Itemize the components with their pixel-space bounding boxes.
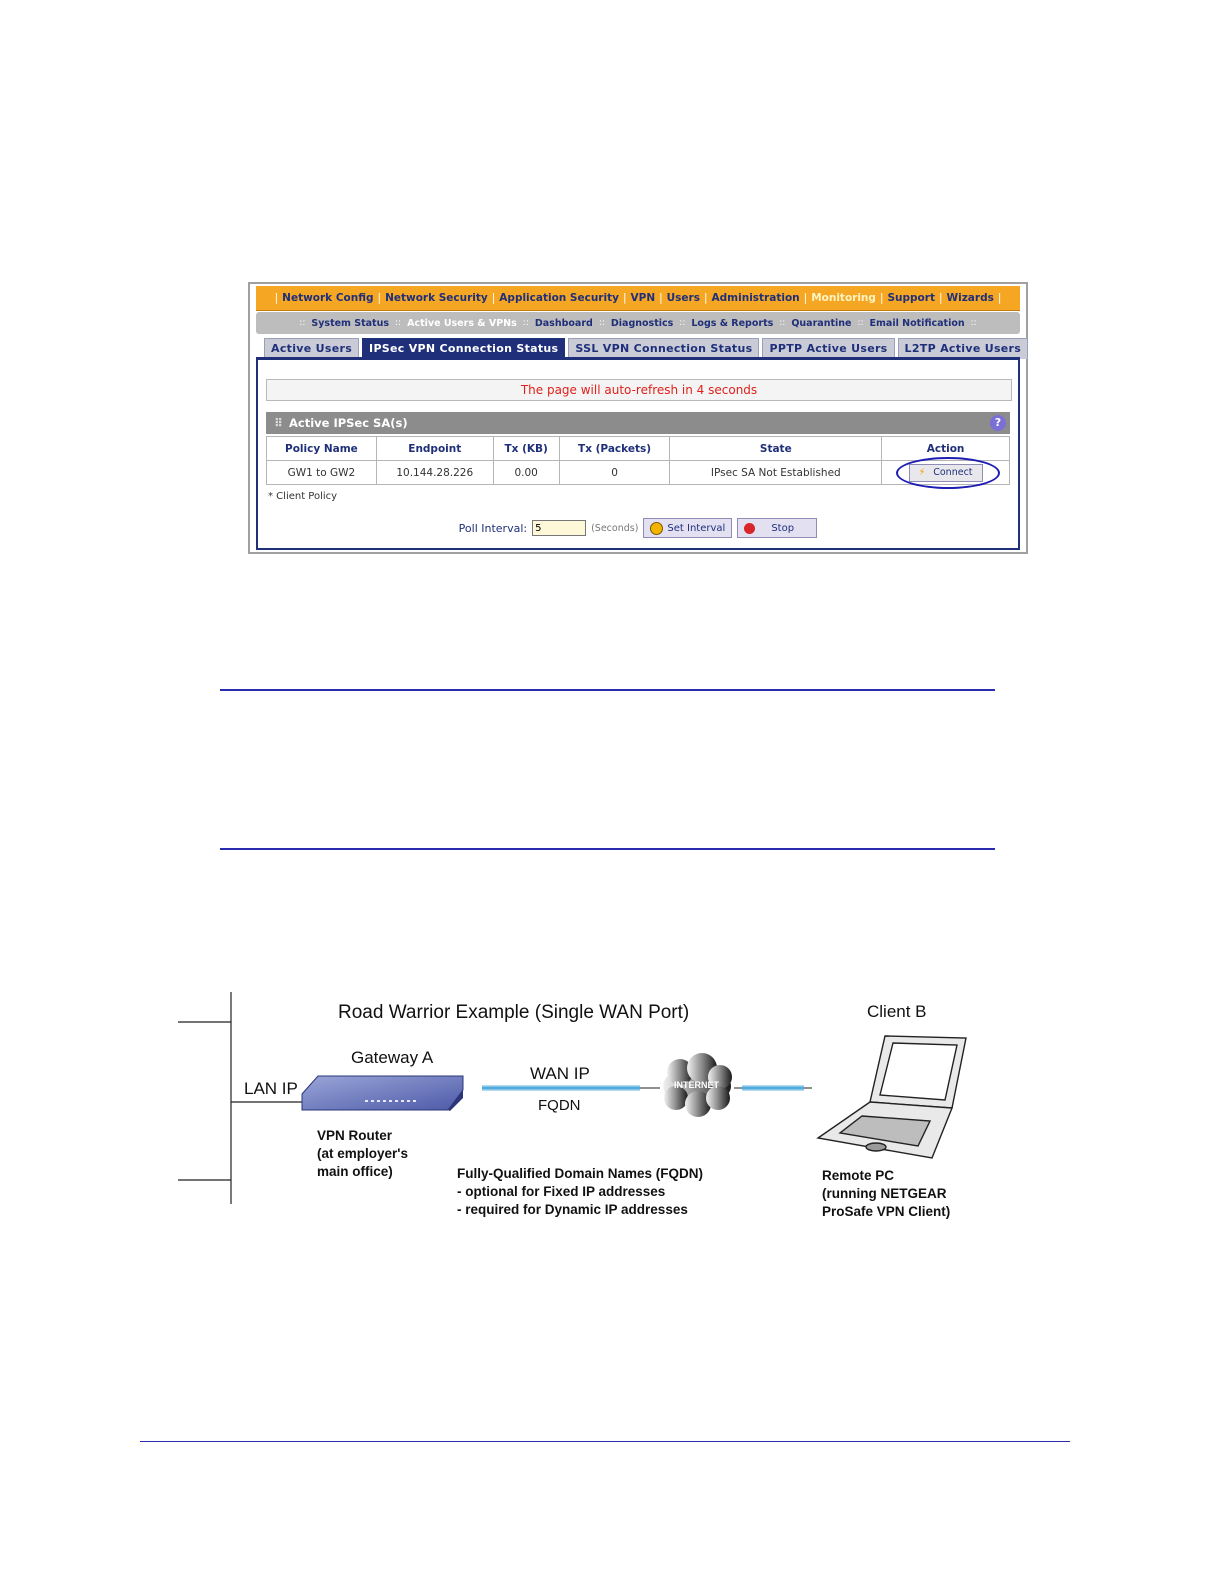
clock-icon bbox=[650, 522, 663, 535]
cell-tx-packets: 0 bbox=[559, 461, 670, 485]
col-state: State bbox=[670, 437, 882, 461]
nav-wizards[interactable]: Wizards bbox=[946, 292, 994, 304]
client-label: Client B bbox=[867, 1002, 927, 1021]
router-description bbox=[317, 1127, 408, 1181]
client-policy-note: * Client Policy bbox=[268, 491, 338, 502]
router-desc-line: main office) bbox=[317, 1164, 393, 1179]
cell-policy-name: GW1 to GW2 bbox=[267, 461, 377, 485]
wan-link bbox=[482, 1085, 660, 1091]
fqdn-label: FQDN bbox=[538, 1097, 581, 1114]
table-header-row bbox=[267, 437, 1010, 461]
footer-rule bbox=[140, 1441, 1070, 1442]
pc-desc-line: Remote PC bbox=[822, 1168, 895, 1183]
nav-monitoring[interactable]: Monitoring bbox=[811, 292, 876, 304]
tab-row bbox=[264, 338, 1020, 358]
sub-nav: :: System Status :: Active Users & VPNs :: Dashboard :: Diagnostics :: Logs & Reports :: Quarantine :: Email Notification :: bbox=[256, 312, 1020, 334]
col-policy-name: Policy Name bbox=[267, 437, 377, 461]
set-interval-label: Set Interval bbox=[667, 522, 726, 534]
cell-tx-kb: 0.00 bbox=[493, 461, 559, 485]
cell-state: IPsec SA Not Established bbox=[670, 461, 882, 485]
main-nav: | Network Config | Network Security | Application Security | VPN | Users | Administration | Monitoring | Support | Wizards | bbox=[256, 286, 1020, 311]
pc-desc-line: (running NETGEAR bbox=[822, 1186, 947, 1201]
subnav-logs-reports[interactable]: Logs & Reports bbox=[691, 317, 774, 329]
col-action: Action bbox=[882, 437, 1010, 461]
cell-endpoint: 10.144.28.226 bbox=[376, 461, 493, 485]
subnav-quarantine[interactable]: Quarantine bbox=[791, 317, 852, 329]
nav-network-config[interactable]: Network Config bbox=[282, 292, 374, 304]
pc-description bbox=[822, 1167, 950, 1221]
stop-label: Stop bbox=[771, 522, 795, 534]
internet-label: INTERNET bbox=[674, 1080, 719, 1090]
highlight-ellipse bbox=[896, 457, 1000, 489]
set-interval-button[interactable] bbox=[643, 518, 732, 538]
vpn-router-icon bbox=[302, 1076, 463, 1111]
nav-application-security[interactable]: Application Security bbox=[499, 292, 619, 304]
lan-ip-label: LAN IP bbox=[244, 1079, 298, 1098]
col-tx-kb: Tx (KB) bbox=[493, 437, 559, 461]
router-desc-line: VPN Router bbox=[317, 1128, 393, 1143]
tab-ipsec-vpn-connection-status[interactable]: IPSec VPN Connection Status bbox=[362, 338, 565, 359]
tab-active-users[interactable]: Active Users bbox=[264, 338, 359, 359]
poll-interval-row bbox=[258, 518, 1018, 538]
fqdn-desc-line: - optional for Fixed IP addresses bbox=[457, 1184, 666, 1199]
fqdn-desc-line: - required for Dynamic IP addresses bbox=[457, 1202, 688, 1217]
nav-network-security[interactable]: Network Security bbox=[385, 292, 488, 304]
road-warrior-diagram bbox=[0, 980, 1224, 1240]
cell-action bbox=[882, 461, 1010, 485]
pc-desc-line: ProSafe VPN Client) bbox=[822, 1204, 951, 1219]
subnav-diagnostics[interactable]: Diagnostics bbox=[610, 317, 674, 329]
router-desc-line: (at employer's bbox=[317, 1146, 408, 1161]
fqdn-description bbox=[457, 1165, 703, 1219]
poll-interval-input[interactable] bbox=[532, 520, 586, 536]
seconds-label: (Seconds) bbox=[591, 522, 639, 534]
col-endpoint: Endpoint bbox=[376, 437, 493, 461]
col-tx-packets: Tx (Packets) bbox=[559, 437, 670, 461]
tab-ssl-vpn-connection-status[interactable]: SSL VPN Connection Status bbox=[568, 338, 759, 359]
nav-users[interactable]: Users bbox=[666, 292, 700, 304]
stop-icon bbox=[744, 523, 755, 534]
active-ipsec-sa-header bbox=[266, 412, 1010, 434]
subnav-dashboard[interactable]: Dashboard bbox=[534, 317, 593, 329]
ipsec-status-screenshot bbox=[248, 282, 1028, 554]
nav-vpn[interactable]: VPN bbox=[630, 292, 656, 304]
gateway-label: Gateway A bbox=[351, 1048, 434, 1067]
note-rule-top bbox=[220, 689, 995, 691]
connect-label: Connect bbox=[933, 466, 973, 478]
subnav-active-users-vpns[interactable]: Active Users & VPNs bbox=[407, 317, 517, 329]
grip-icon: ⠿ bbox=[274, 416, 283, 430]
connect-button[interactable] bbox=[909, 464, 983, 482]
poll-interval-label: Poll Interval: bbox=[458, 521, 528, 535]
help-icon[interactable]: ? bbox=[990, 415, 1006, 431]
nav-administration[interactable]: Administration bbox=[711, 292, 800, 304]
tab-l2tp-active-users[interactable]: L2TP Active Users bbox=[898, 338, 1029, 359]
tab-pptp-active-users[interactable]: PPTP Active Users bbox=[762, 338, 894, 359]
client-link bbox=[734, 1085, 812, 1091]
ipsec-sa-table bbox=[266, 436, 1010, 485]
nav-support[interactable]: Support bbox=[887, 292, 935, 304]
laptop-icon bbox=[818, 1036, 966, 1158]
subnav-system-status[interactable]: System Status bbox=[311, 317, 390, 329]
table-row bbox=[267, 461, 1010, 485]
wan-ip-label: WAN IP bbox=[530, 1064, 590, 1083]
auto-refresh-message: The page will auto-refresh in 4 seconds bbox=[266, 379, 1012, 401]
stop-button[interactable] bbox=[737, 518, 817, 538]
fqdn-desc-line: Fully-Qualified Domain Names (FQDN) bbox=[457, 1166, 704, 1181]
content-panel bbox=[256, 357, 1020, 550]
lightning-icon: ⚡ bbox=[918, 466, 926, 478]
subnav-email-notification[interactable]: Email Notification bbox=[869, 317, 965, 329]
diagram-title: Road Warrior Example (Single WAN Port) bbox=[338, 1002, 690, 1023]
note-rule-bottom bbox=[220, 848, 995, 850]
section-title: Active IPSec SA(s) bbox=[288, 416, 408, 430]
